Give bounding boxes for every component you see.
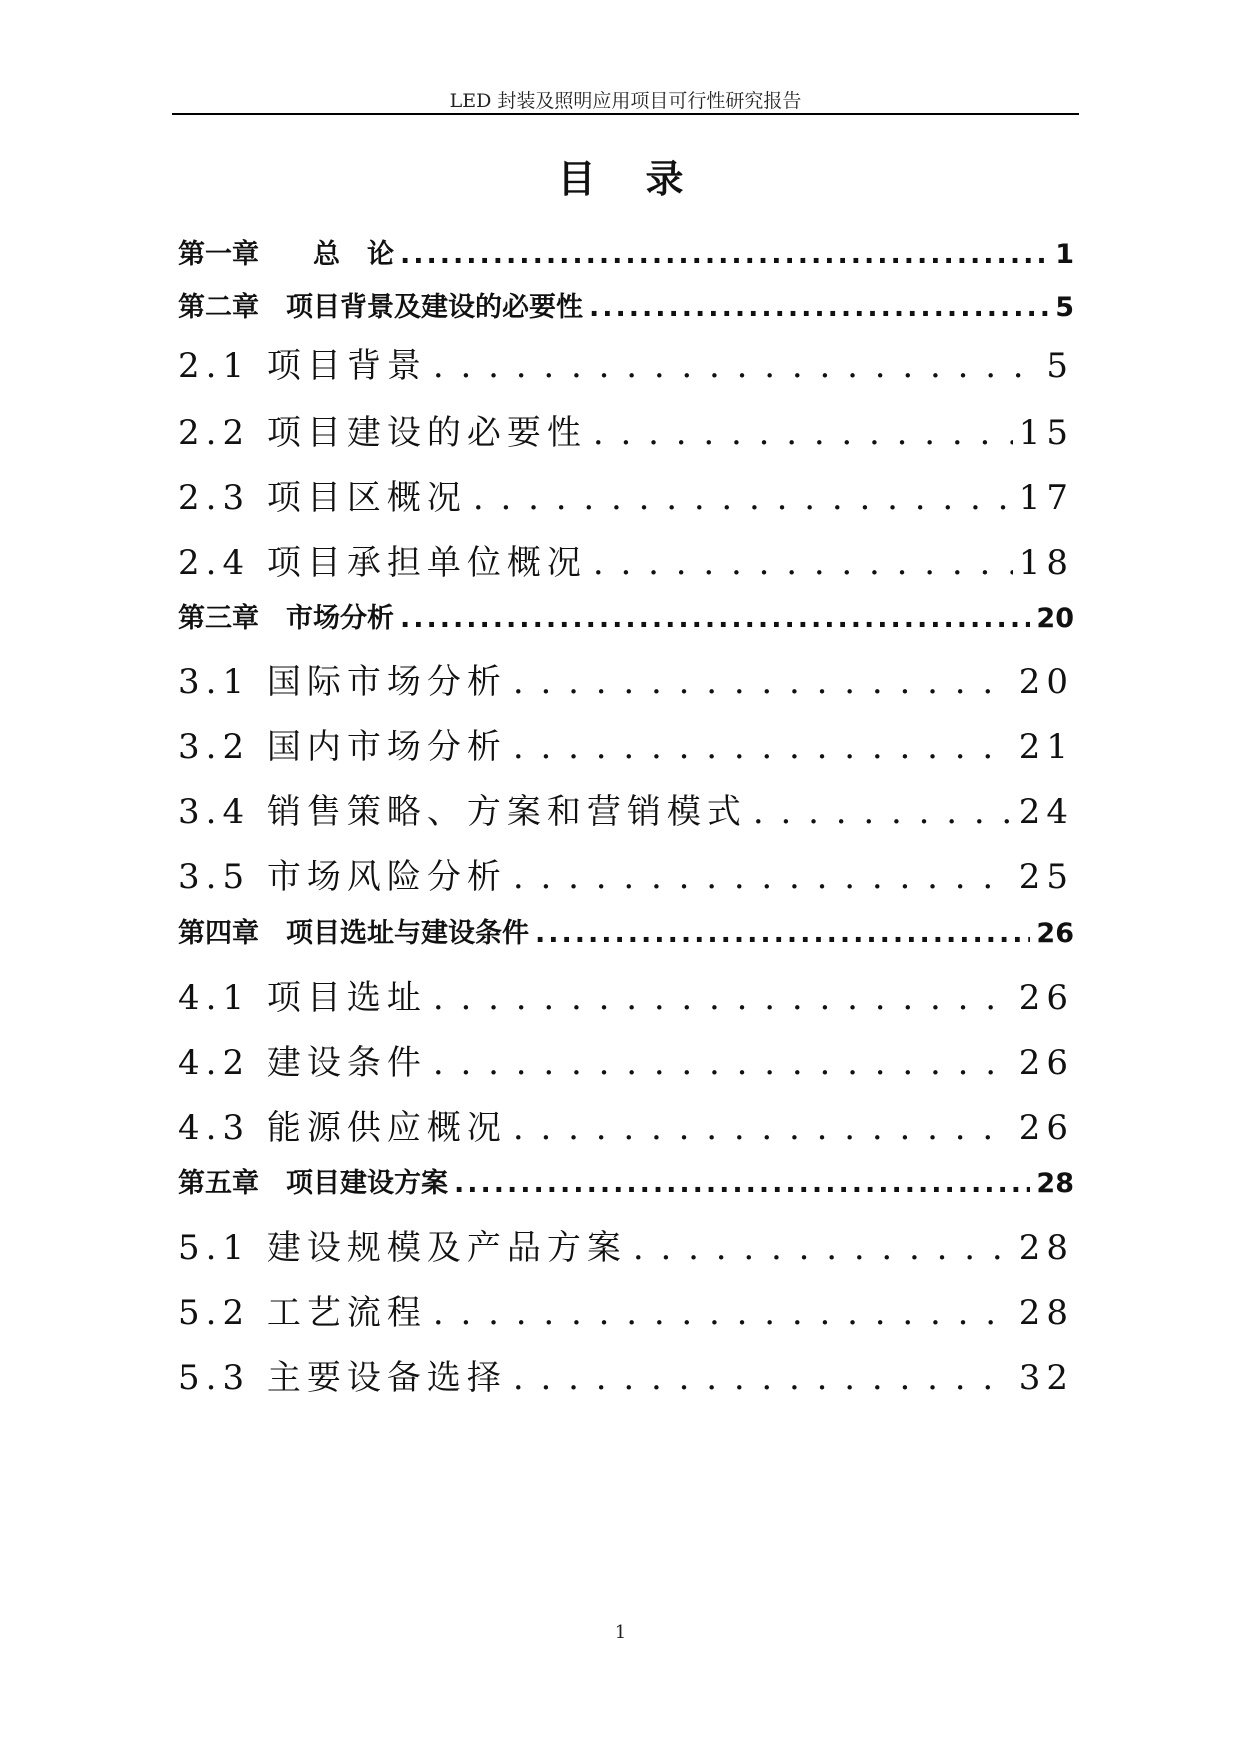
toc-entry-page: 26 (1018, 1043, 1074, 1083)
toc-dot-leader (400, 239, 1049, 270)
toc-entry-page: 5 (1055, 292, 1074, 323)
toc-entry-label: 第五章 项目建设方案 (178, 1168, 448, 1199)
toc-entry-page: 15 (1018, 413, 1074, 453)
toc-entry-label: 第一章 总 论 (178, 239, 394, 270)
toc-section-entry[interactable] (178, 849, 1074, 898)
toc-entry-page: 21 (1018, 727, 1074, 767)
toc-entry-label: 2.1 项目背景 (178, 346, 427, 386)
toc-section-entry[interactable] (178, 654, 1074, 703)
toc-dot-leader (589, 292, 1049, 323)
page-title: 目录 (557, 157, 734, 201)
toc-section-entry[interactable] (178, 405, 1074, 454)
toc-chapter-entry[interactable] (178, 285, 1074, 324)
toc-dot-leader (433, 1043, 1013, 1083)
toc-entry-label: 5.2 工艺流程 (178, 1293, 427, 1333)
toc-dot-leader (593, 413, 1013, 453)
toc-dot-leader (454, 1168, 1030, 1199)
toc-dot-leader (513, 857, 1013, 897)
toc-entry-page: 18 (1018, 543, 1074, 583)
toc-entry-page: 28 (1036, 1168, 1074, 1199)
toc-dot-leader (513, 1108, 1013, 1148)
toc-section-entry[interactable] (178, 338, 1074, 387)
toc-chapter-entry[interactable] (178, 911, 1074, 950)
toc-entry-page: 26 (1018, 1108, 1074, 1148)
toc-section-entry[interactable] (178, 470, 1074, 519)
toc-section-entry[interactable] (178, 1285, 1074, 1334)
toc-entry-page: 20 (1018, 662, 1074, 702)
toc-entry-page: 5 (1046, 346, 1074, 386)
toc-entry-page: 32 (1018, 1358, 1074, 1398)
toc-dot-leader (513, 727, 1013, 767)
toc-entry-label: 4.1 项目选址 (178, 978, 427, 1018)
toc-section-entry[interactable] (178, 970, 1074, 1019)
toc-dot-leader (535, 918, 1030, 949)
toc-chapter-entry[interactable] (178, 1161, 1074, 1200)
toc-entry-page: 1 (1055, 239, 1074, 270)
toc-chapter-entry[interactable] (178, 596, 1074, 635)
toc-dot-leader (433, 1293, 1013, 1333)
toc-entry-label: 2.3 项目区概况 (178, 478, 467, 518)
toc-entry-label: 5.1 建设规模及产品方案 (178, 1228, 627, 1268)
header-rule (172, 113, 1079, 115)
toc-section-entry[interactable] (178, 1350, 1074, 1399)
toc-section-entry[interactable] (178, 535, 1074, 584)
toc-entry-label: 5.3 主要设备选择 (178, 1358, 507, 1398)
toc-dot-leader (433, 346, 1040, 386)
toc-dot-leader (593, 543, 1013, 583)
toc-section-entry[interactable] (178, 1220, 1074, 1269)
toc-entry-label: 第四章 项目选址与建设条件 (178, 918, 529, 949)
toc-entry-label: 4.2 建设条件 (178, 1043, 427, 1083)
toc-entry-label: 2.2 项目建设的必要性 (178, 413, 587, 453)
toc-entry-label: 4.3 能源供应概况 (178, 1108, 507, 1148)
toc-entry-page: 28 (1018, 1228, 1074, 1268)
toc-section-entry[interactable] (178, 784, 1074, 833)
toc-entry-label: 第二章 项目背景及建设的必要性 (178, 292, 583, 323)
toc-entry-page: 28 (1018, 1293, 1074, 1333)
toc-entry-label: 2.4 项目承担单位概况 (178, 543, 587, 583)
toc-entry-page: 24 (1018, 792, 1074, 832)
toc-dot-leader (513, 662, 1013, 702)
toc-entry-page: 17 (1018, 478, 1074, 518)
toc-dot-leader (400, 603, 1030, 634)
toc-dot-leader (753, 792, 1013, 832)
toc-entry-page: 20 (1036, 603, 1074, 634)
page-number: 1 (614, 1622, 627, 1643)
toc-entry-label: 第三章 市场分析 (178, 603, 394, 634)
toc-entry-label: 3.1 国际市场分析 (178, 662, 507, 702)
toc-entry-page: 26 (1018, 978, 1074, 1018)
toc-dot-leader (473, 478, 1013, 518)
toc-dot-leader (633, 1228, 1013, 1268)
toc-section-entry[interactable] (178, 1100, 1074, 1149)
toc-dot-leader (513, 1358, 1013, 1398)
toc-entry-label: 3.4 销售策略、方案和营销模式 (178, 792, 747, 832)
toc-entry-label: 3.2 国内市场分析 (178, 727, 507, 767)
toc-entry-page: 26 (1036, 918, 1074, 949)
toc-section-entry[interactable] (178, 719, 1074, 768)
toc-chapter-entry[interactable] (178, 232, 1074, 271)
running-header: LED 封装及照明应用项目可行性研究报告 (449, 90, 802, 112)
toc-dot-leader (433, 978, 1013, 1018)
toc-section-entry[interactable] (178, 1035, 1074, 1084)
toc-entry-page: 25 (1018, 857, 1074, 897)
toc-entry-label: 3.5 市场风险分析 (178, 857, 507, 897)
